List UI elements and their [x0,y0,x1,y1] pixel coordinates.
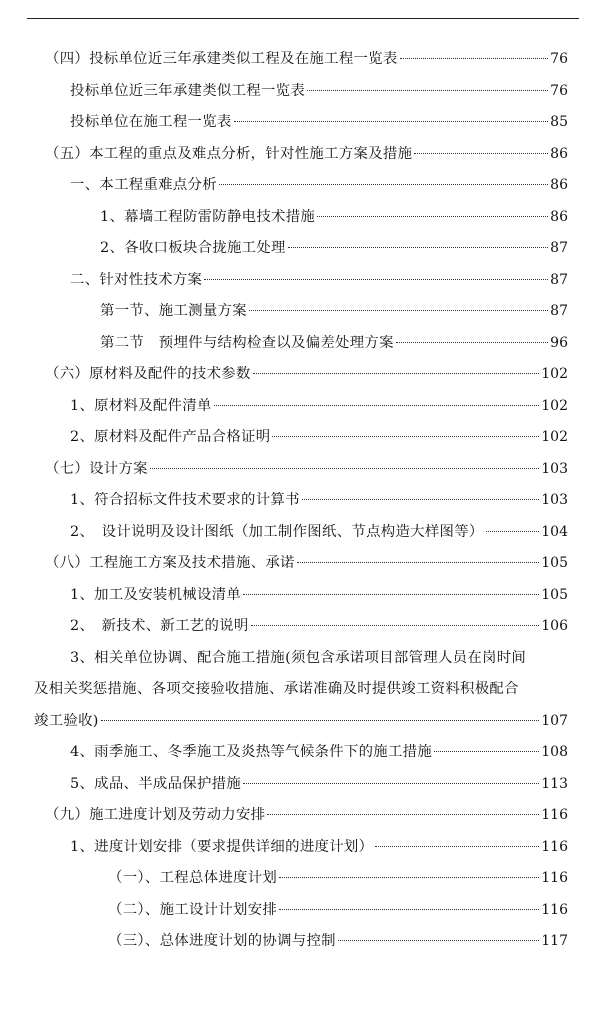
toc-entry-page: 102 [541,397,568,414]
toc-entry-page: 76 [550,51,568,67]
dot-leader [400,58,549,59]
dot-leader [434,751,539,752]
toc-entry-title: 投标单位在施工程一览表 [70,114,232,130]
toc-entry[interactable] [108,926,568,958]
toc-entry[interactable] [100,328,568,360]
toc-entry[interactable] [108,863,568,895]
toc-entry-title: （八）工程施工方案及技术措施、承诺 [45,555,295,571]
dot-leader [396,342,548,343]
toc-entry-title: 投标单位近三年承建类似工程一览表 [70,82,306,99]
dot-leader [279,909,539,910]
toc-entry[interactable] [70,517,568,549]
toc-entry-title: （二）、施工设计计划安排 [108,901,278,918]
dot-leader [249,310,548,311]
toc-entry[interactable] [100,233,568,265]
dot-leader [272,436,539,437]
dot-leader [243,783,539,784]
toc-entry-title: 5、成品、半成品保护措施 [70,775,242,792]
dot-leader [234,121,549,122]
dot-leader [219,184,548,185]
toc-entry-title-line: 及相关奖惩措施、各项交接验收措施、承诺准确及时提供竣工资料积极配合 [34,681,519,697]
toc-entry-title: 4、雨季施工、冬季施工及炎热等气候条件下的施工措施 [70,744,433,760]
toc-entry-page: 107 [541,712,568,729]
toc-entry-title: 1、加工及安装机械设清单 [70,586,242,603]
toc-entry-page: 116 [541,838,568,855]
toc-entry-page: 103 [541,460,568,477]
toc-entry-title: （三）、总体进度计划的协调与控制 [108,933,336,949]
toc-entry-multiline[interactable] [34,643,568,738]
toc-entry[interactable] [70,737,568,769]
toc-entry-page: 102 [541,429,568,445]
dot-leader [279,877,539,878]
toc-entry[interactable] [70,611,568,643]
toc-entry[interactable] [45,800,568,832]
dot-leader [414,153,548,154]
toc-entry[interactable] [70,76,568,108]
toc-entry-page: 86 [550,208,568,225]
toc-entry-title: 一、本工程重难点分析 [70,177,217,193]
toc-entry-page: 113 [541,775,568,792]
toc-entry[interactable] [45,44,568,76]
toc-entry[interactable] [108,895,568,927]
dot-leader [486,531,540,532]
toc-entry[interactable] [45,454,568,486]
table-of-contents [0,44,606,958]
toc-entry[interactable] [70,107,568,139]
toc-entry-page: 116 [541,870,568,886]
dot-leader [307,90,548,91]
toc-entry-page: 87 [550,271,568,288]
toc-entry-page: 105 [541,555,568,571]
dot-leader [101,720,540,721]
toc-entry-page: 96 [550,334,568,351]
toc-entry[interactable] [70,422,568,454]
toc-entry-page: 76 [550,82,568,99]
toc-entry-title-line: 竣工验收) [34,712,99,729]
toc-entry[interactable] [100,202,568,234]
dot-leader [267,814,539,815]
toc-entry[interactable] [45,548,568,580]
toc-entry[interactable] [70,769,568,801]
toc-entry-page: 103 [541,492,568,508]
toc-entry-title: 2、原材料及配件产品合格证明 [70,429,271,445]
dot-leader [317,216,548,217]
toc-entry-title: 2、各收口板块合拢施工处理 [100,240,286,256]
toc-entry-title: 第一节、施工测量方案 [100,303,247,319]
toc-entry-title: 2、 新技术、新工艺的说明 [70,618,249,634]
toc-entry-title-line: 3、相关单位协调、配合施工措施(须包含承诺项目部管理人员在岗时间 [70,649,527,666]
dot-leader [214,405,540,406]
toc-entry-page: 106 [541,618,568,634]
toc-entry[interactable] [100,296,568,328]
toc-entry-page: 116 [541,807,568,823]
dot-leader [150,468,539,469]
toc-entry-title: 第二节 预埋件与结构检查以及偏差处理方案 [100,334,394,351]
dot-leader [243,594,539,595]
toc-entry-title: 2、 设计说明及设计图纸（加工制作图纸、节点构造大样图等） [70,523,484,540]
dot-leader [375,846,539,847]
toc-entry[interactable] [45,359,568,391]
toc-entry-title: （七）设计方案 [45,460,148,477]
toc-entry-page: 102 [541,366,568,382]
toc-entry-title: （四）投标单位近三年承建类似工程及在施工程一览表 [45,51,398,67]
toc-entry-page: 105 [541,586,568,603]
header-rule [27,18,579,19]
toc-entry-title: （六）原材料及配件的技术参数 [45,366,251,382]
toc-entry-page: 87 [550,240,568,256]
toc-entry-title: （五）本工程的重点及难点分析，针对性施工方案及措施 [45,145,413,162]
toc-entry-page: 108 [541,744,568,760]
toc-entry[interactable] [70,832,568,864]
dot-leader [251,625,540,626]
dot-leader [302,499,539,500]
toc-entry[interactable] [70,265,568,297]
toc-entry[interactable] [70,485,568,517]
toc-entry-title: 二、针对性技术方案 [70,271,203,288]
toc-entry-page: 117 [541,933,568,949]
toc-entry-page: 86 [550,145,568,162]
toc-entry-title: 1、符合招标文件技术要求的计算书 [70,492,300,508]
dot-leader [288,247,548,248]
toc-entry[interactable] [70,391,568,423]
dot-leader [338,940,539,941]
toc-entry[interactable] [70,580,568,612]
toc-entry[interactable] [70,170,568,202]
dot-leader [204,279,548,280]
toc-entry[interactable] [45,139,568,171]
toc-entry-title: 1、幕墙工程防雷防静电技术措施 [100,208,316,225]
dot-leader [297,562,540,563]
dot-leader [253,373,540,374]
toc-entry-page: 116 [541,901,568,918]
toc-entry-page: 87 [550,303,568,319]
toc-entry-title: 1、进度计划安排（要求提供详细的进度计划） [70,838,374,855]
toc-entry-page: 86 [550,177,568,193]
toc-entry-page: 85 [550,114,568,130]
toc-entry-title: （九）施工进度计划及劳动力安排 [45,807,266,823]
toc-entry-title: 1、原材料及配件清单 [70,397,212,414]
toc-entry-title: （一）、工程总体进度计划 [108,870,278,886]
toc-entry-page: 104 [541,523,568,540]
